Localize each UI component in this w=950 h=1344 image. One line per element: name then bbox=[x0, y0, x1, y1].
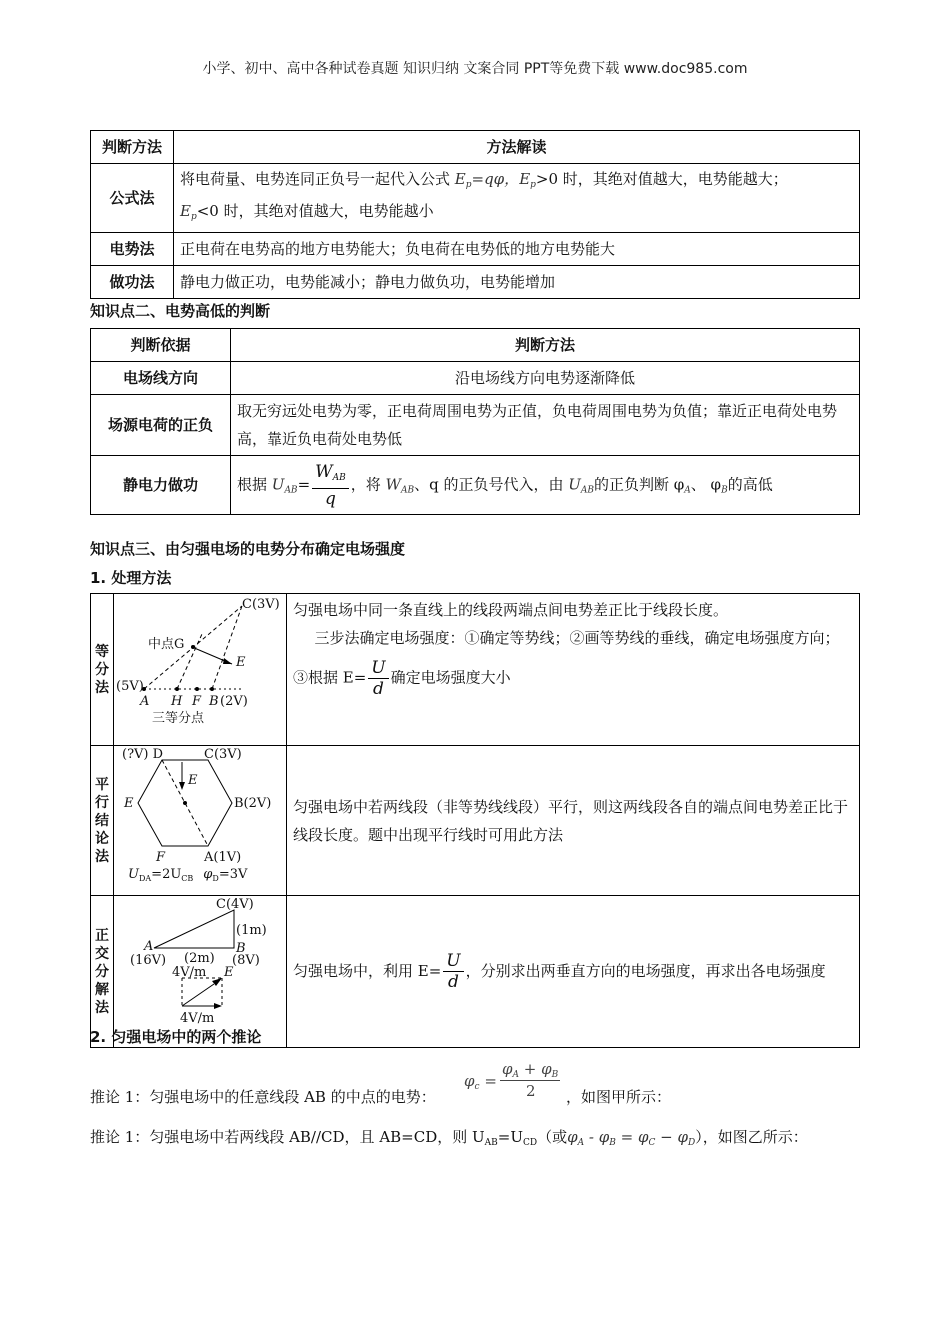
inference-2 bbox=[90, 1126, 808, 1148]
text: AB bbox=[400, 485, 415, 495]
table-row bbox=[91, 266, 860, 299]
table-row bbox=[91, 164, 860, 233]
text: 将电荷量、电势连同正负号一起代入公式 bbox=[180, 170, 455, 188]
desc-cell bbox=[287, 594, 860, 746]
method-cell: 电势法 bbox=[91, 233, 174, 266]
label-C: C(4V) bbox=[216, 897, 254, 912]
text: 确定电场强度大小 bbox=[390, 668, 511, 687]
text: 根据 bbox=[237, 475, 272, 493]
text: + φ bbox=[519, 1060, 552, 1078]
text: =3V bbox=[218, 867, 248, 882]
text: A bbox=[684, 485, 691, 495]
label-D: (?V) D bbox=[122, 747, 164, 762]
text: B bbox=[609, 1138, 616, 1148]
col-header: 判断方法 bbox=[231, 329, 860, 362]
inference-1 bbox=[90, 1086, 436, 1107]
figure-cell bbox=[114, 746, 287, 896]
label-F: F bbox=[156, 850, 166, 865]
label-B: B bbox=[209, 694, 219, 709]
orthogonal-figure bbox=[114, 896, 286, 1038]
text: =U bbox=[497, 1128, 523, 1146]
table-energy-methods bbox=[90, 130, 860, 299]
table-row bbox=[91, 131, 860, 164]
label-length1: (1m) bbox=[236, 923, 267, 938]
text: U bbox=[368, 658, 388, 679]
text: 匀强电场中同一条直线上的线段两端点间电势差正比于线段长度。 bbox=[293, 601, 729, 619]
label-B-volt: (2V) bbox=[220, 694, 248, 709]
text: W bbox=[315, 461, 333, 482]
label-E-arrow: E bbox=[188, 773, 198, 788]
label-E: E bbox=[124, 796, 134, 811]
text: d bbox=[373, 679, 384, 699]
col-header: 判断依据 bbox=[91, 329, 231, 362]
text: A bbox=[512, 1070, 520, 1080]
text: 、 φ bbox=[690, 475, 722, 493]
label-E: E bbox=[224, 965, 234, 980]
desc-cell bbox=[174, 164, 860, 233]
label-A: A(1V) bbox=[204, 850, 242, 865]
text: （或 bbox=[537, 1128, 568, 1146]
text: 的高低 bbox=[727, 475, 773, 493]
figure-cell bbox=[114, 896, 287, 1048]
text: c bbox=[474, 1082, 480, 1092]
page-header: 小学、初中、高中各种试卷真题 知识归纳 文案合同 PPT等免费下载 www.doc985.com bbox=[202, 61, 748, 77]
text: φ bbox=[203, 867, 213, 882]
hexagon-figure bbox=[114, 746, 286, 886]
method-cell: 公式法 bbox=[91, 164, 174, 233]
text: =2U bbox=[151, 867, 182, 882]
text: p bbox=[190, 212, 197, 222]
label-B: B bbox=[236, 941, 246, 956]
label-C: C(3V) bbox=[204, 747, 242, 762]
text: D bbox=[212, 874, 219, 883]
text: B bbox=[721, 485, 728, 495]
desc-cell: 匀强电场中若两线段（非等势线线段）平行，则这两线段各自的端点间电势差正比于线段长度。题中出现平行线时可用此方法 bbox=[287, 746, 860, 896]
label-trisection: 三等分点 bbox=[152, 711, 205, 726]
text: = bbox=[484, 1072, 497, 1090]
text: ③根据 E= bbox=[293, 668, 367, 687]
fraction bbox=[368, 658, 388, 699]
method-label: 正交分解法 bbox=[91, 896, 114, 1048]
method-label: 等分法 bbox=[91, 594, 114, 746]
section-title: 知识点三、由匀强电场的电势分布确定电场强度 bbox=[90, 540, 406, 558]
text: D bbox=[687, 1138, 696, 1148]
label-B-volt: (8V) bbox=[232, 953, 260, 968]
text: E bbox=[519, 170, 531, 188]
text: 、q 的正负号代入，由 bbox=[414, 475, 569, 493]
text: 匀强电场中，利用 E= bbox=[293, 961, 442, 980]
text: A bbox=[577, 1138, 585, 1148]
figure-cell bbox=[114, 594, 287, 746]
table-potential bbox=[90, 328, 860, 515]
label-F: F bbox=[192, 694, 202, 709]
midpoint-formula bbox=[460, 1060, 580, 1104]
table-row bbox=[91, 233, 860, 266]
text: q bbox=[325, 488, 336, 509]
subsection-title: 2. 匀强电场中的两个推论 bbox=[90, 1028, 262, 1046]
label-E: E bbox=[236, 655, 246, 670]
section-title: 知识点二、电势高低的判断 bbox=[90, 302, 271, 320]
text: =qφ， bbox=[471, 170, 520, 188]
text: - φ bbox=[584, 1128, 610, 1146]
method-cell bbox=[231, 456, 860, 515]
label-A: A bbox=[140, 694, 150, 709]
text: φ bbox=[502, 1060, 513, 1078]
text: 三步法确定电场强度：①确定等势线；②画等势线的垂线，确定电场强度方向； bbox=[314, 629, 840, 647]
desc-cell: 静电力做正功，电势能减小；静电力做负功，电势能增加 bbox=[174, 266, 860, 299]
text bbox=[464, 1072, 497, 1092]
text: = φ bbox=[615, 1128, 649, 1146]
label-top-field: 4V/m bbox=[172, 965, 207, 980]
text: U bbox=[128, 867, 139, 882]
text: CD bbox=[523, 1138, 538, 1148]
text: − φ bbox=[655, 1128, 688, 1146]
text: DA bbox=[138, 874, 152, 883]
method-cell: 取无穷远处电势为零，正电荷周围电势为正值，负电荷周围电势为负值；靠近正电荷处电势高，靠近负电荷处电势低 bbox=[231, 395, 860, 456]
table-row bbox=[91, 456, 860, 515]
text bbox=[500, 1060, 560, 1081]
basis-cell: 电场线方向 bbox=[91, 362, 231, 395]
method-cell: 做功法 bbox=[91, 266, 174, 299]
method-cell: 沿电场线方向电势逐渐降低 bbox=[231, 362, 860, 395]
text: 推论 1：匀强电场中若两线段 AB//CD，且 AB=CD，则 U bbox=[90, 1128, 485, 1146]
text: d bbox=[448, 972, 459, 993]
text bbox=[293, 658, 853, 699]
table-row bbox=[91, 362, 860, 395]
fraction bbox=[312, 462, 349, 509]
text: AB bbox=[484, 1138, 498, 1148]
label-length2: (2m) bbox=[184, 951, 215, 966]
text: p bbox=[465, 180, 472, 190]
text: U bbox=[443, 951, 463, 972]
text: p bbox=[530, 180, 536, 190]
table-row bbox=[91, 746, 860, 896]
text: E bbox=[180, 202, 191, 220]
label-A-volt: (5V) bbox=[116, 679, 144, 694]
label-A: A bbox=[144, 939, 154, 954]
equal-division-figure bbox=[114, 594, 286, 736]
label-H: H bbox=[171, 694, 183, 709]
text: AB bbox=[332, 472, 346, 483]
text: 2 bbox=[526, 1082, 536, 1100]
col-header: 方法解读 bbox=[174, 131, 860, 164]
text: φ bbox=[464, 1072, 475, 1090]
text: ，将 bbox=[350, 475, 386, 493]
method-label: 平行结论法 bbox=[91, 746, 114, 896]
table-row bbox=[91, 329, 860, 362]
label-G: 中点G bbox=[148, 637, 185, 652]
col-header: 判断方法 bbox=[91, 131, 174, 164]
table-row bbox=[91, 896, 860, 1048]
text: W bbox=[385, 475, 401, 493]
text: B bbox=[551, 1070, 559, 1080]
text: AB bbox=[284, 485, 298, 495]
fraction bbox=[443, 951, 463, 992]
text: <0 时，其绝对值越大，电势能越小 bbox=[196, 202, 434, 220]
table-row bbox=[91, 594, 860, 746]
text: 的正负判断 φ bbox=[594, 475, 685, 493]
text: E bbox=[454, 170, 466, 188]
text bbox=[567, 1128, 695, 1146]
text: = bbox=[297, 475, 311, 493]
text: CB bbox=[181, 874, 194, 883]
text: φ bbox=[567, 1128, 578, 1146]
basis-cell: 场源电荷的正负 bbox=[91, 395, 231, 456]
desc-cell: 正电荷在电势高的地方电势能大；负电荷在电势低的地方电势能大 bbox=[174, 233, 860, 266]
text: U bbox=[568, 475, 581, 493]
text: ，分别求出两垂直方向的电场强度，再求出各电场强度 bbox=[465, 961, 826, 980]
text: C bbox=[648, 1138, 656, 1148]
basis-cell: 静电力做功 bbox=[91, 456, 231, 515]
inference-1-tail: ，如图甲所示： bbox=[566, 1088, 672, 1106]
label-C: C(3V) bbox=[242, 597, 280, 612]
text: >0 时，其绝对值越大，电势能越大； bbox=[535, 170, 788, 188]
text: AB bbox=[580, 485, 594, 495]
label-B: B(2V) bbox=[234, 796, 272, 811]
label-bottom-field: 4V/m bbox=[180, 1011, 215, 1026]
table-field-strength bbox=[90, 593, 860, 1048]
label-equation bbox=[128, 867, 248, 883]
text: ），如图乙所示： bbox=[695, 1128, 808, 1146]
text: U bbox=[271, 475, 285, 493]
table-row bbox=[91, 395, 860, 456]
subsection-title: 1. 处理方法 bbox=[90, 569, 172, 587]
text: 推论 1：匀强电场中的任意线段 AB 的中点的电势： bbox=[90, 1088, 436, 1106]
label-A-volt: (16V) bbox=[130, 953, 167, 968]
desc-cell bbox=[287, 896, 860, 1048]
